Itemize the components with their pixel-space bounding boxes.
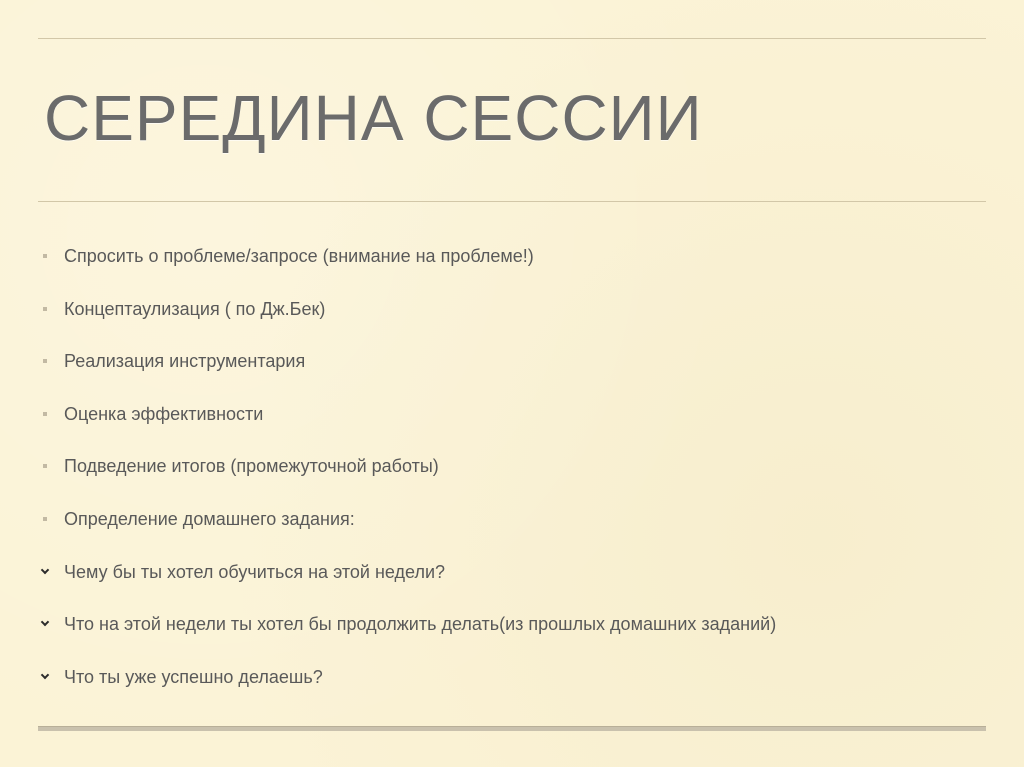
list-item-text: Оценка эффективности: [64, 403, 264, 424]
list-item-text: Спросить о проблеме/запросе (внимание на проблеме!): [64, 246, 534, 266]
title-divider: [38, 201, 986, 202]
list-item-text: Что на этой недели ты хотел бы продолжить делать(из прошлых домашних заданий): [64, 614, 777, 635]
square-bullet-icon: [40, 501, 64, 537]
chevron-down-bullet-icon: [40, 606, 64, 642]
bullet-list: [40, 238, 970, 711]
list-item: [40, 606, 970, 659]
list-item: [40, 501, 970, 554]
square-bullet-icon: [40, 343, 64, 379]
list-item: [40, 396, 970, 449]
square-bullet-icon: [40, 291, 64, 327]
list-item: [40, 343, 970, 396]
list-item-text: Что ты уже успешно делаешь?: [64, 666, 323, 687]
list-item: [40, 238, 970, 291]
bottom-divider: [38, 726, 986, 731]
list-item-text: Концептаулизация ( по Дж.Бек): [64, 298, 326, 319]
list-item-text: Чему бы ты хотел обучиться на этой недели?: [64, 561, 446, 582]
list-item: [40, 448, 970, 501]
chevron-down-bullet-icon: [40, 554, 64, 590]
list-item-text: Реализация инструментария: [64, 351, 306, 372]
square-bullet-icon: [40, 396, 64, 432]
chevron-down-bullet-icon: [40, 659, 64, 695]
square-bullet-icon: [40, 448, 64, 484]
list-item-text: Подведение итогов (промежуточной работы): [64, 456, 439, 477]
square-bullet-icon: [40, 238, 64, 274]
list-item: [40, 659, 970, 712]
list-item: [40, 291, 970, 344]
slide-title: СЕРЕДИНА СЕССИИ: [44, 82, 703, 154]
list-item: [40, 554, 970, 607]
top-divider: [38, 38, 986, 39]
list-item-text: Определение домашнего задания:: [64, 508, 355, 529]
